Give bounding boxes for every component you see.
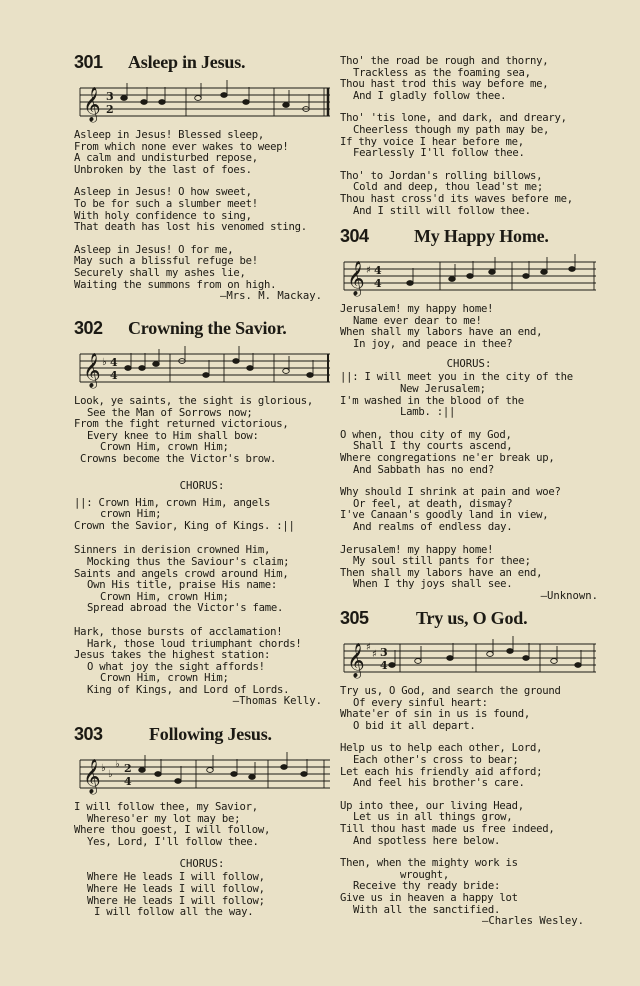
svg-text:4: 4 xyxy=(110,369,118,382)
svg-text:♯: ♯ xyxy=(366,265,371,276)
verse-line: Trackless as the foaming sea, xyxy=(353,66,531,79)
verse-line: Each other's cross to bear; xyxy=(353,753,519,766)
chorus-line: I'm washed in the blood of the xyxy=(340,394,524,407)
hymn-302 xyxy=(74,318,330,708)
hymn-305 xyxy=(340,608,598,928)
music-staff-notation xyxy=(74,346,330,392)
verse-line: See the Man of Sorrows now; xyxy=(87,406,253,419)
stanza xyxy=(340,545,598,591)
chorus xyxy=(340,372,598,418)
verse-line: wrought, xyxy=(400,868,450,881)
verse-line: Hark, those loud triumphant chords! xyxy=(87,637,302,650)
verse-line: Give us in heaven a happy lot xyxy=(340,891,518,904)
chorus-label: CHORUS: xyxy=(179,858,225,871)
verse-line: That death has lost his venomed sting. xyxy=(74,221,307,234)
hymn-title: My Happy Home. xyxy=(414,226,549,246)
verse-line: Asleep in Jesus! O how sweet, xyxy=(74,186,252,199)
verse-line: A calm and undisturbed repose, xyxy=(74,152,258,165)
verse-line: With all the sanctified. xyxy=(353,903,501,916)
svg-text:♭: ♭ xyxy=(115,759,120,770)
music-staff-notation xyxy=(74,752,330,798)
verse-line: O when, thou city of my God, xyxy=(340,428,512,441)
stanza xyxy=(340,801,598,847)
hymn-author: —Unknown. xyxy=(540,589,598,602)
verse-line: Let each his friendly aid afford; xyxy=(340,765,543,778)
svg-text:4: 4 xyxy=(374,264,382,277)
verse-line: O bid it all depart. xyxy=(353,719,476,732)
verse-line: Spread abroad the Victor's fame. xyxy=(87,602,284,615)
svg-text:4: 4 xyxy=(110,356,118,369)
hymn-title: Following Jesus. xyxy=(149,724,272,744)
hymn-author: —Mrs. M. Mackay. xyxy=(219,290,322,303)
svg-text:♯: ♯ xyxy=(372,649,377,660)
stanza xyxy=(340,113,598,159)
verse-line: Unbroken by the last of foes. xyxy=(74,163,252,176)
svg-text:♭: ♭ xyxy=(101,763,106,774)
svg-text:2: 2 xyxy=(124,762,132,775)
verse-line: To be for such a slumber meet! xyxy=(74,197,258,210)
verse-line: Cold and deep, thou lead'st me; xyxy=(353,181,543,194)
verse-line: Of every sinful heart: xyxy=(353,696,488,709)
chorus-line: Lamb. :|| xyxy=(400,406,456,419)
stanza xyxy=(340,858,598,916)
hymn-303-continued xyxy=(340,56,598,217)
hymn-number: 303 xyxy=(74,724,103,744)
svg-text:𝄞: 𝄞 xyxy=(83,353,101,388)
verse-line: O what joy the sight affords! xyxy=(87,660,265,673)
verse-line: Thou hast trod this way before me, xyxy=(340,78,549,91)
hymn-number: 302 xyxy=(74,318,103,338)
svg-text:♭: ♭ xyxy=(102,357,107,368)
verse-line: Whate'er of sin in us is found, xyxy=(340,708,530,721)
verse-line: Or feel, at death, dismay? xyxy=(353,497,513,510)
verse-line: From the fight returned victorious, xyxy=(74,418,289,431)
svg-text:♭: ♭ xyxy=(108,769,113,780)
stanza xyxy=(74,627,330,697)
verse-line: Look, ye saints, the sight is glorious, xyxy=(74,395,313,407)
stanza xyxy=(74,187,330,233)
hymn-304 xyxy=(340,226,598,602)
verse-line: Own His title, praise His name: xyxy=(87,579,277,592)
chorus-line: Where He leads I will follow, xyxy=(87,871,265,884)
chorus xyxy=(74,872,330,918)
verse-line: Shall I thy courts ascend, xyxy=(353,440,513,453)
verse-line: Where congregations ne'er break up, xyxy=(340,451,555,464)
verse-line: Till thou hast made us free indeed, xyxy=(340,822,555,835)
verse-line: Crown Him, crown Him; xyxy=(100,672,229,685)
verse-line: Crown Him, crown Him; xyxy=(100,590,229,603)
verse-line: Waiting the summons from on high. xyxy=(74,278,277,291)
svg-text:𝄞: 𝄞 xyxy=(347,643,365,678)
verse-line: Securely shall my ashes lie, xyxy=(74,266,246,279)
stanza xyxy=(74,245,330,291)
verse-line: Up into thee, our living Head, xyxy=(340,799,524,812)
verse-line: If thy voice I hear before me, xyxy=(340,135,524,148)
chorus-line: Crown the Savior, King of Kings. :|| xyxy=(74,519,295,532)
verse-line: Crowns become the Victor's brow. xyxy=(80,452,277,465)
chorus-line: Where He leads I will follow; xyxy=(87,894,265,907)
verse-line: And I still will follow thee. xyxy=(353,204,531,217)
verse-line: May such a blissful refuge be! xyxy=(74,255,258,268)
hymn-header xyxy=(340,226,598,248)
verse-line: Asleep in Jesus! O for me, xyxy=(74,243,234,256)
chorus-line: crown Him; xyxy=(100,508,162,521)
hymn-header xyxy=(74,318,330,340)
stanza xyxy=(340,304,598,350)
verse-line: In joy, and peace in thee? xyxy=(353,337,513,350)
hymn-title: Crowning the Savior. xyxy=(128,318,287,338)
svg-text:2: 2 xyxy=(106,103,114,116)
chorus-label: CHORUS: xyxy=(446,358,492,371)
verse-line: Cheerless though my path may be, xyxy=(353,123,550,136)
verse-line: Mocking thus the Saviour's claim; xyxy=(87,555,290,568)
hymn-author: —Charles Wesley. xyxy=(481,915,584,928)
verse-line: My soul still pants for thee; xyxy=(353,555,531,568)
verse-line: Tho' 'tis lone, and dark, and dreary, xyxy=(340,112,567,125)
verse-line: I've Canaan's goodly land in view, xyxy=(340,509,549,522)
svg-text:𝄞: 𝄞 xyxy=(83,87,101,122)
verse-line: Saints and angels crowd around Him, xyxy=(74,567,289,580)
hymn-title: Try us, O God. xyxy=(416,608,528,628)
verse-line: Hark, those bursts of acclamation! xyxy=(74,625,283,638)
verse-line: Fearlessly I'll follow thee. xyxy=(353,147,525,160)
stanza xyxy=(340,686,598,732)
music-staff-notation xyxy=(340,254,598,300)
verse-line: Asleep in Jesus! Blessed sleep, xyxy=(74,129,264,141)
hymn-301 xyxy=(74,52,330,303)
verse-line: Sinners in derision crowned Him, xyxy=(74,544,271,557)
stanza xyxy=(74,130,330,176)
verse-line: Then shall my labors have an end, xyxy=(340,566,543,579)
stanza xyxy=(340,171,598,217)
verse-line: Jerusalem! my happy home! xyxy=(340,303,494,315)
verse-line: Crown Him, crown Him; xyxy=(100,441,229,454)
svg-text:𝄞: 𝄞 xyxy=(347,261,365,296)
hymn-title: Asleep in Jesus. xyxy=(128,52,246,72)
verse-line: Where thou goest, I will follow, xyxy=(74,824,271,837)
verse-line: Why should I shrink at pain and woe? xyxy=(340,486,561,499)
verse-line: Then, when the mighty work is xyxy=(340,857,518,870)
svg-text:4: 4 xyxy=(374,277,382,290)
svg-text:3: 3 xyxy=(106,90,114,103)
verse-line: Tho' the road be rough and thorny, xyxy=(340,55,549,67)
chorus xyxy=(74,498,330,533)
verse-line: And spotless here below. xyxy=(353,834,501,847)
svg-text:3: 3 xyxy=(380,646,388,659)
verse-line: Name ever dear to me! xyxy=(353,314,482,327)
verse-line: Tho' to Jordan's rolling billows, xyxy=(340,169,543,182)
hymn-303 xyxy=(74,724,330,919)
verse-line: Jesus takes the highest station: xyxy=(74,649,271,662)
hymn-author: —Thomas Kelly. xyxy=(232,695,322,708)
hymn-header xyxy=(340,608,598,630)
chorus-line: I will follow all the way. xyxy=(94,906,254,919)
verse-line: And I gladly follow thee. xyxy=(353,89,507,102)
verse-line: Jerusalem! my happy home! xyxy=(340,543,494,556)
stanza xyxy=(340,743,598,789)
verse-line: From which none ever wakes to weep! xyxy=(74,140,289,153)
verse-line: Whereso'er my lot may be; xyxy=(87,812,241,825)
verse-line: Try us, O God, and search the ground xyxy=(340,685,561,697)
stanza xyxy=(340,56,598,102)
verse-line: Yes, Lord, I'll follow thee. xyxy=(87,835,259,848)
music-staff-notation xyxy=(74,80,330,126)
svg-text:♯: ♯ xyxy=(366,642,371,653)
verse-line: Thou hast cross'd its waves before me, xyxy=(340,192,573,205)
hymn-number: 304 xyxy=(340,226,369,246)
svg-text:𝄞: 𝄞 xyxy=(83,759,101,794)
svg-text:4: 4 xyxy=(380,659,388,672)
chorus-line: New Jerusalem; xyxy=(400,382,486,395)
svg-text:4: 4 xyxy=(124,775,132,788)
verse-line: I will follow thee, my Savior, xyxy=(74,801,258,813)
stanza xyxy=(74,545,330,615)
chorus-line: Where He leads I will follow, xyxy=(87,882,265,895)
verse-line: Let us in all things grow, xyxy=(353,811,513,824)
chorus-label: CHORUS: xyxy=(179,479,225,492)
hymn-header xyxy=(74,52,330,74)
verse-line: And realms of endless day. xyxy=(353,520,513,533)
chorus-line: ||: I will meet you in the city of the xyxy=(340,371,573,384)
stanza xyxy=(74,802,330,848)
hymn-number: 305 xyxy=(340,608,369,628)
music-staff-notation xyxy=(340,636,598,682)
verse-line: Every knee to Him shall bow: xyxy=(87,429,259,442)
stanza xyxy=(74,396,330,466)
verse-line: When shall my labors have an end, xyxy=(340,326,543,339)
verse-line: And feel his brother's care. xyxy=(353,777,525,790)
verse-line: And Sabbath has no end? xyxy=(353,463,494,476)
stanza xyxy=(340,430,598,476)
verse-line: Help us to help each other, Lord, xyxy=(340,742,543,755)
hymn-header xyxy=(74,724,330,746)
chorus-line: ||: Crown Him, crown Him, angels xyxy=(74,496,271,509)
verse-line: With holy confidence to sing, xyxy=(74,209,252,222)
verse-line: King of Kings, and Lord of Lords. xyxy=(87,683,290,696)
verse-line: When I thy joys shall see. xyxy=(353,578,513,591)
stanza xyxy=(340,487,598,533)
verse-line: Receive thy ready bride: xyxy=(353,880,501,893)
hymn-number: 301 xyxy=(74,52,103,72)
